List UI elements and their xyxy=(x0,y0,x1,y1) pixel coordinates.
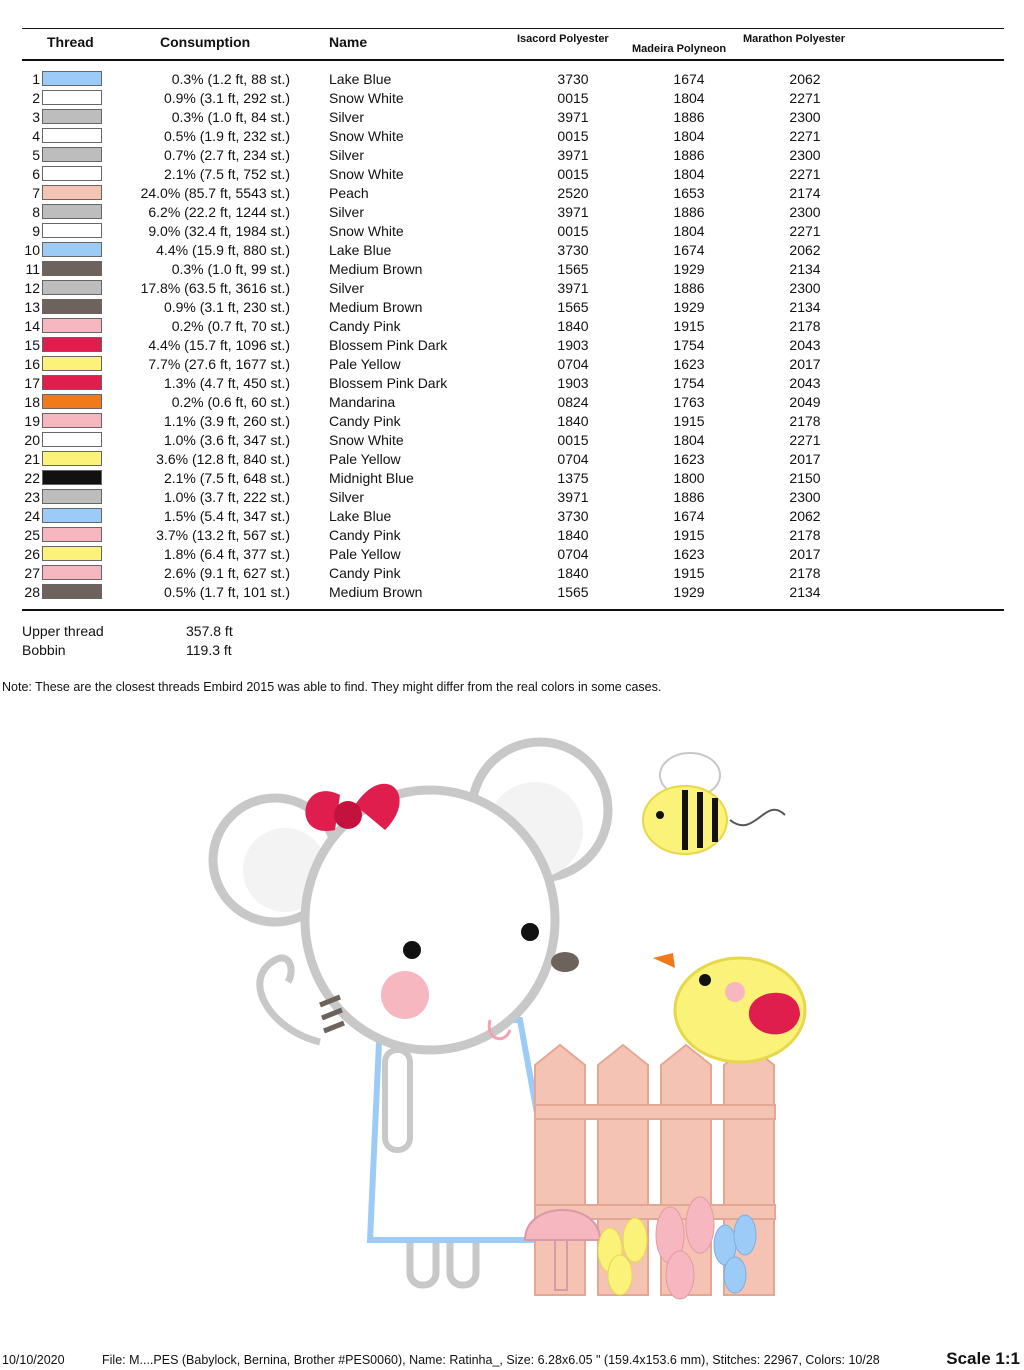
color-swatch xyxy=(42,432,102,447)
consumption-cell: 0.2% (0.6 ft, 60 st.) xyxy=(171,394,290,410)
fence xyxy=(535,1045,775,1295)
thread-name-cell: Medium Brown xyxy=(329,299,423,315)
head xyxy=(305,790,555,1050)
color-swatch xyxy=(42,584,102,599)
thread-name-cell: Lake Blue xyxy=(329,508,392,524)
thread-name-cell: Pale Yellow xyxy=(329,451,401,467)
table-row xyxy=(0,203,1024,222)
thread-name-cell: Pale Yellow xyxy=(329,356,401,372)
color-swatch xyxy=(42,470,102,485)
madeira-code-cell: 1754 xyxy=(673,337,705,353)
madeira-code-cell: 1886 xyxy=(673,489,705,505)
arm xyxy=(385,1050,410,1150)
thread-name-cell: Blossem Pink Dark xyxy=(329,337,448,353)
row-number: 3 xyxy=(32,109,40,125)
marathon-code-cell: 2300 xyxy=(789,204,821,220)
table-row xyxy=(0,564,1024,583)
table-row xyxy=(0,393,1024,412)
row-number: 28 xyxy=(24,584,40,600)
footer-date: 10/10/2020 xyxy=(2,1353,65,1367)
thread-name-cell: Medium Brown xyxy=(329,584,423,600)
consumption-cell: 0.3% (1.0 ft, 99 st.) xyxy=(171,261,290,277)
row-number: 22 xyxy=(24,470,40,486)
marathon-code-cell: 2049 xyxy=(789,394,821,410)
table-row xyxy=(0,317,1024,336)
marathon-code-cell: 2178 xyxy=(789,318,821,334)
table-row xyxy=(0,507,1024,526)
isacord-code-cell: 1840 xyxy=(557,413,589,429)
table-row xyxy=(0,260,1024,279)
isacord-code-cell: 3971 xyxy=(557,204,589,220)
consumption-cell: 1.0% (3.6 ft, 347 st.) xyxy=(163,432,290,448)
marathon-code-cell: 2062 xyxy=(789,71,821,87)
scale-label: Scale 1:1 xyxy=(946,1349,1020,1368)
row-number: 19 xyxy=(24,413,40,429)
bird-beak xyxy=(653,953,675,968)
table-row xyxy=(0,298,1024,317)
upper-thread-label: Upper thread xyxy=(22,623,104,639)
top-rule xyxy=(22,28,1004,29)
marathon-code-cell: 2134 xyxy=(789,261,821,277)
table-row xyxy=(0,583,1024,602)
madeira-code-cell: 1804 xyxy=(673,166,705,182)
table-row xyxy=(0,450,1024,469)
isacord-code-cell: 0015 xyxy=(557,223,589,239)
row-number: 14 xyxy=(24,318,40,334)
table-row xyxy=(0,355,1024,374)
table-row xyxy=(0,89,1024,108)
marathon-code-cell: 2300 xyxy=(789,109,821,125)
table-row xyxy=(0,374,1024,393)
thread-name-cell: Silver xyxy=(329,280,365,296)
isacord-code-cell: 1565 xyxy=(557,584,589,600)
marathon-code-cell: 2017 xyxy=(789,546,821,562)
consumption-cell: 1.5% (5.4 ft, 347 st.) xyxy=(163,508,290,524)
isacord-code-cell: 3730 xyxy=(557,71,589,87)
consumption-cell: 2.6% (9.1 ft, 627 st.) xyxy=(163,565,290,581)
thread-name-cell: Silver xyxy=(329,109,365,125)
row-number: 7 xyxy=(32,185,40,201)
isacord-code-cell: 0015 xyxy=(557,166,589,182)
bird-eye xyxy=(699,974,711,986)
consumption-cell: 7.7% (27.6 ft, 1677 st.) xyxy=(148,356,290,372)
table-row xyxy=(0,222,1024,241)
isacord-code-cell: 0015 xyxy=(557,90,589,106)
bow-knot xyxy=(334,801,362,829)
table-row xyxy=(0,526,1024,545)
thread-name-cell: Silver xyxy=(329,204,365,220)
thread-name-cell: Snow White xyxy=(329,166,404,182)
consumption-cell: 1.0% (3.7 ft, 222 st.) xyxy=(163,489,290,505)
consumption-cell: 1.8% (6.4 ft, 377 st.) xyxy=(163,546,290,562)
madeira-code-cell: 1674 xyxy=(673,71,705,87)
header-name: Name xyxy=(329,34,368,50)
color-swatch xyxy=(42,413,102,428)
marathon-code-cell: 2178 xyxy=(789,413,821,429)
row-number: 26 xyxy=(24,546,40,562)
color-swatch xyxy=(42,128,102,143)
marathon-code-cell: 2134 xyxy=(789,584,821,600)
row-number: 21 xyxy=(24,451,40,467)
table-row xyxy=(0,127,1024,146)
consumption-cell: 9.0% (32.4 ft, 1984 st.) xyxy=(148,223,290,239)
bobbin-label: Bobbin xyxy=(22,642,66,658)
color-swatch xyxy=(42,375,102,390)
isacord-code-cell: 3971 xyxy=(557,109,589,125)
consumption-cell: 2.1% (7.5 ft, 648 st.) xyxy=(163,470,290,486)
consumption-cell: 4.4% (15.9 ft, 880 st.) xyxy=(156,242,290,258)
row-number: 1 xyxy=(32,71,40,87)
marathon-code-cell: 2178 xyxy=(789,527,821,543)
madeira-code-cell: 1915 xyxy=(673,565,705,581)
thread-name-cell: Medium Brown xyxy=(329,261,423,277)
madeira-code-cell: 1915 xyxy=(673,527,705,543)
color-swatch xyxy=(42,185,102,200)
bird-cheek xyxy=(725,982,745,1002)
consumption-cell: 0.9% (3.1 ft, 292 st.) xyxy=(163,90,290,106)
isacord-code-cell: 1375 xyxy=(557,470,589,486)
color-swatch xyxy=(42,147,102,162)
thread-name-cell: Midnight Blue xyxy=(329,470,414,486)
footer-file-info: File: M....PES (Babylock, Bernina, Brother #PES0060), Name: Ratinha_, Size: 6.28x6.05 " (159.4x153.6 mm), Stitches: 22967, Colors: 10/28 xyxy=(102,1353,880,1367)
madeira-code-cell: 1623 xyxy=(673,451,705,467)
thread-name-cell: Mandarina xyxy=(329,394,396,410)
row-number: 20 xyxy=(24,432,40,448)
header-rule xyxy=(22,59,1004,61)
header-thread: Thread xyxy=(47,34,94,50)
consumption-cell: 0.9% (3.1 ft, 230 st.) xyxy=(163,299,290,315)
isacord-code-cell: 3971 xyxy=(557,280,589,296)
row-number: 15 xyxy=(24,337,40,353)
thread-name-cell: Snow White xyxy=(329,432,404,448)
color-swatch xyxy=(42,546,102,561)
thread-note: Note: These are the closest threads Embird 2015 was able to find. They might differ from the real colors in some cases. xyxy=(2,680,662,694)
bobbin-value: 119.3 ft xyxy=(186,642,232,658)
row-number: 10 xyxy=(24,242,40,258)
thread-name-cell: Peach xyxy=(329,185,369,201)
thread-name-cell: Blossem Pink Dark xyxy=(329,375,448,391)
color-swatch xyxy=(42,109,102,124)
row-number: 4 xyxy=(32,128,40,144)
color-swatch xyxy=(42,71,102,86)
consumption-cell: 0.3% (1.2 ft, 88 st.) xyxy=(171,71,290,87)
isacord-code-cell: 0015 xyxy=(557,432,589,448)
thread-name-cell: Snow White xyxy=(329,223,404,239)
color-swatch xyxy=(42,318,102,333)
marathon-code-cell: 2300 xyxy=(789,489,821,505)
embroidery-preview xyxy=(180,720,840,1320)
color-swatch xyxy=(42,451,102,466)
row-number: 9 xyxy=(32,223,40,239)
madeira-code-cell: 1800 xyxy=(673,470,705,486)
thread-name-cell: Lake Blue xyxy=(329,242,392,258)
row-number: 11 xyxy=(25,261,40,277)
isacord-code-cell: 1903 xyxy=(557,375,589,391)
consumption-cell: 3.6% (12.8 ft, 840 st.) xyxy=(156,451,290,467)
thread-name-cell: Silver xyxy=(329,147,365,163)
consumption-cell: 24.0% (85.7 ft, 5543 st.) xyxy=(140,185,290,201)
marathon-code-cell: 2271 xyxy=(789,432,821,448)
row-number: 27 xyxy=(24,565,40,581)
color-swatch xyxy=(42,223,102,238)
table-row xyxy=(0,241,1024,260)
color-swatch xyxy=(42,242,102,257)
madeira-code-cell: 1886 xyxy=(673,109,705,125)
row-number: 5 xyxy=(32,147,40,163)
madeira-code-cell: 1915 xyxy=(673,413,705,429)
marathon-code-cell: 2174 xyxy=(789,185,821,201)
thread-name-cell: Candy Pink xyxy=(329,318,401,334)
isacord-code-cell: 0704 xyxy=(557,451,589,467)
table-row xyxy=(0,165,1024,184)
table-row xyxy=(0,70,1024,89)
consumption-cell: 3.7% (13.2 ft, 567 st.) xyxy=(156,527,290,543)
header-madeira: Madeira Polyneon xyxy=(632,43,727,55)
marathon-code-cell: 2043 xyxy=(789,375,821,391)
table-row xyxy=(0,184,1024,203)
isacord-code-cell: 0704 xyxy=(557,546,589,562)
color-swatch xyxy=(42,166,102,181)
row-number: 24 xyxy=(24,508,40,524)
table-row xyxy=(0,469,1024,488)
thread-name-cell: Lake Blue xyxy=(329,71,392,87)
madeira-code-cell: 1886 xyxy=(673,147,705,163)
table-row xyxy=(0,146,1024,165)
madeira-code-cell: 1886 xyxy=(673,280,705,296)
row-number: 25 xyxy=(24,527,40,543)
row-number: 18 xyxy=(24,394,40,410)
color-swatch xyxy=(42,204,102,219)
marathon-code-cell: 2134 xyxy=(789,299,821,315)
row-number: 17 xyxy=(24,375,40,391)
consumption-cell: 0.7% (2.7 ft, 234 st.) xyxy=(163,147,290,163)
upper-thread-value: 357.8 ft xyxy=(186,623,233,639)
table-row xyxy=(0,412,1024,431)
madeira-code-cell: 1674 xyxy=(673,242,705,258)
isacord-code-cell: 3730 xyxy=(557,508,589,524)
madeira-code-cell: 1804 xyxy=(673,90,705,106)
marathon-code-cell: 2271 xyxy=(789,166,821,182)
nose xyxy=(551,952,579,972)
marathon-code-cell: 2178 xyxy=(789,565,821,581)
color-swatch xyxy=(42,90,102,105)
right-eye xyxy=(521,923,539,941)
madeira-code-cell: 1929 xyxy=(673,261,705,277)
table-row xyxy=(0,545,1024,564)
header-isacord: Isacord Polyester xyxy=(517,33,609,45)
madeira-code-cell: 1804 xyxy=(673,432,705,448)
color-swatch xyxy=(42,280,102,295)
consumption-cell: 0.3% (1.0 ft, 84 st.) xyxy=(171,109,290,125)
color-swatch xyxy=(42,356,102,371)
isacord-code-cell: 1565 xyxy=(557,261,589,277)
madeira-code-cell: 1623 xyxy=(673,546,705,562)
marathon-code-cell: 2043 xyxy=(789,337,821,353)
madeira-code-cell: 1915 xyxy=(673,318,705,334)
consumption-cell: 17.8% (63.5 ft, 3616 st.) xyxy=(140,280,290,296)
row-number: 23 xyxy=(24,489,40,505)
isacord-code-cell: 0824 xyxy=(557,394,589,410)
color-swatch xyxy=(42,299,102,314)
row-number: 13 xyxy=(24,299,40,315)
table-row xyxy=(0,336,1024,355)
marathon-code-cell: 2017 xyxy=(789,356,821,372)
color-swatch xyxy=(42,261,102,276)
madeira-code-cell: 1623 xyxy=(673,356,705,372)
consumption-cell: 0.2% (0.7 ft, 70 st.) xyxy=(171,318,290,334)
bee-flight-trail xyxy=(730,810,785,826)
isacord-code-cell: 1565 xyxy=(557,299,589,315)
marathon-code-cell: 2150 xyxy=(789,470,821,486)
thread-name-cell: Snow White xyxy=(329,90,404,106)
isacord-code-cell: 0015 xyxy=(557,128,589,144)
row-number: 16 xyxy=(24,356,40,372)
madeira-code-cell: 1754 xyxy=(673,375,705,391)
thread-name-cell: Silver xyxy=(329,489,365,505)
isacord-code-cell: 0704 xyxy=(557,356,589,372)
thread-name-cell: Candy Pink xyxy=(329,565,401,581)
thread-name-cell: Candy Pink xyxy=(329,527,401,543)
table-row xyxy=(0,279,1024,298)
color-swatch xyxy=(42,337,102,352)
madeira-code-cell: 1929 xyxy=(673,584,705,600)
madeira-code-cell: 1674 xyxy=(673,508,705,524)
consumption-cell: 4.4% (15.7 ft, 1096 st.) xyxy=(148,337,290,353)
consumption-cell: 2.1% (7.5 ft, 752 st.) xyxy=(163,166,290,182)
marathon-code-cell: 2300 xyxy=(789,280,821,296)
marathon-code-cell: 2300 xyxy=(789,147,821,163)
row-number: 2 xyxy=(32,90,40,106)
mushroom-stem xyxy=(555,1240,567,1290)
madeira-code-cell: 1886 xyxy=(673,204,705,220)
row-number: 6 xyxy=(32,166,40,182)
marathon-code-cell: 2271 xyxy=(789,90,821,106)
marathon-code-cell: 2062 xyxy=(789,242,821,258)
color-swatch xyxy=(42,508,102,523)
consumption-cell: 1.1% (3.9 ft, 260 st.) xyxy=(163,413,290,429)
bottom-rule xyxy=(22,609,1004,611)
marathon-code-cell: 2271 xyxy=(789,223,821,239)
bee-eye xyxy=(656,811,664,819)
madeira-code-cell: 1804 xyxy=(673,128,705,144)
madeira-code-cell: 1653 xyxy=(673,185,705,201)
madeira-code-cell: 1804 xyxy=(673,223,705,239)
isacord-code-cell: 2520 xyxy=(557,185,589,201)
isacord-code-cell: 1840 xyxy=(557,318,589,334)
marathon-code-cell: 2017 xyxy=(789,451,821,467)
table-row xyxy=(0,431,1024,450)
madeira-code-cell: 1763 xyxy=(673,394,705,410)
consumption-cell: 6.2% (22.2 ft, 1244 st.) xyxy=(148,204,290,220)
consumption-cell: 1.3% (4.7 ft, 450 st.) xyxy=(163,375,290,391)
header-consumption: Consumption xyxy=(160,34,251,50)
isacord-code-cell: 3971 xyxy=(557,147,589,163)
consumption-cell: 0.5% (1.9 ft, 232 st.) xyxy=(163,128,290,144)
isacord-code-cell: 3971 xyxy=(557,489,589,505)
thread-name-cell: Candy Pink xyxy=(329,413,401,429)
row-number: 12 xyxy=(24,280,40,296)
isacord-code-cell: 1840 xyxy=(557,565,589,581)
cheek xyxy=(381,971,429,1019)
isacord-code-cell: 3730 xyxy=(557,242,589,258)
color-swatch xyxy=(42,394,102,409)
thread-name-cell: Snow White xyxy=(329,128,404,144)
marathon-code-cell: 2271 xyxy=(789,128,821,144)
thread-name-cell: Pale Yellow xyxy=(329,546,401,562)
isacord-code-cell: 1903 xyxy=(557,337,589,353)
isacord-code-cell: 1840 xyxy=(557,527,589,543)
color-swatch xyxy=(42,489,102,504)
madeira-code-cell: 1929 xyxy=(673,299,705,315)
table-row xyxy=(0,488,1024,507)
color-swatch xyxy=(42,527,102,542)
row-number: 8 xyxy=(32,204,40,220)
marathon-code-cell: 2062 xyxy=(789,508,821,524)
table-row xyxy=(0,108,1024,127)
color-swatch xyxy=(42,565,102,580)
left-eye xyxy=(403,941,421,959)
header-marathon: Marathon Polyester xyxy=(743,33,846,45)
consumption-cell: 0.5% (1.7 ft, 101 st.) xyxy=(163,584,290,600)
